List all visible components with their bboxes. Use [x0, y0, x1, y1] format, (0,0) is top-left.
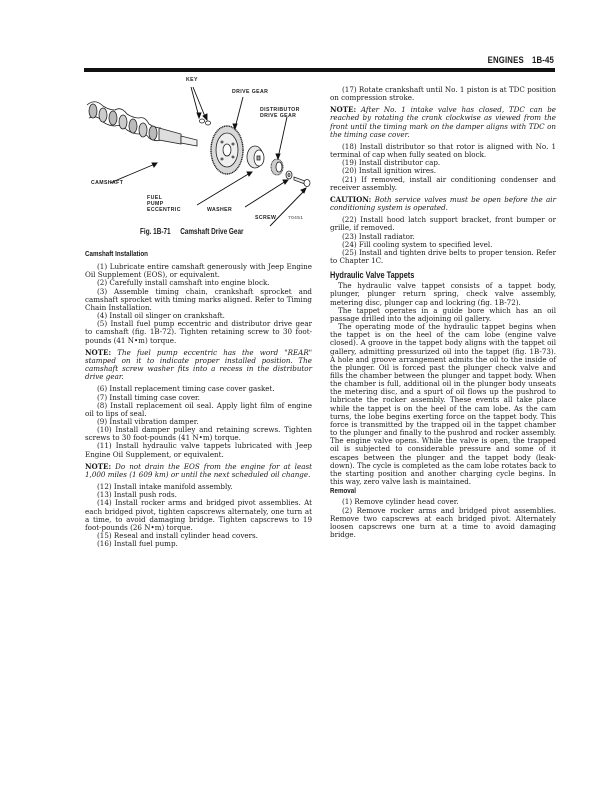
- header-rule: [84, 68, 555, 72]
- fuel-pump-eccentric-drawing: [247, 146, 264, 168]
- heading-camshaft-installation: Camshaft Installation: [85, 249, 148, 258]
- heading-hydraulic-valve-tappets: Hydraulic Valve Tappets: [330, 270, 415, 281]
- note-eos: NOTE: Do not drain the EOS from the engine for at least 1,000 miles (1 609 km) or until the next scheduled oil change.: [85, 461, 312, 479]
- heading-removal: Removal: [330, 486, 356, 496]
- step-24: (24) Fill cooling system to specified level.: [342, 239, 493, 249]
- step-16: (16) Install fuel pump.: [97, 539, 178, 549]
- section-title: ENGINES: [487, 55, 524, 66]
- step-22: (22) Install hood latch support bracket, front bumper or grille, if removed.: [330, 215, 556, 233]
- label-screw: SCREW: [255, 215, 277, 221]
- figure-title: Camshaft Drive Gear: [180, 227, 244, 236]
- step-23: (23) Install radiator.: [342, 231, 415, 241]
- left-column: [85, 250, 312, 548]
- drive-gear-drawing: [211, 126, 243, 174]
- label-camshaft: CAMSHAFT: [91, 180, 124, 186]
- removal-step-2: (2) Remove rocker arms and bridged pivot assemblies. Remove two capscrews at each bridged pivot. Alternately loosen capscrews one turn at a time to avoid damaging bridge.: [330, 505, 556, 539]
- camshaft-exploded-illustration: [85, 77, 313, 228]
- tappets-paragraph-2: The tappet operates in a guide bore which has an oil passage drilled into the adjoining oil gallery.: [330, 305, 556, 323]
- step-4: (4) Install oil slinger on crankshaft.: [97, 311, 225, 321]
- page-number: 1B-45: [531, 55, 554, 66]
- label-key: KEY: [186, 77, 198, 83]
- step-7: (7) Install timing case cover.: [97, 392, 200, 402]
- tappets-paragraph-1: The hydraulic valve tappet consists of a tappet body, plunger, plunger return spring, check valve assembly, metering disc, plunger cap and lockring (fig. 1B-72).: [330, 281, 556, 307]
- key-2: [206, 121, 211, 125]
- tappets-paragraph-3: The operating mode of the hydraulic tappet begins when the tappet is on the heel of the cam lobe (engine valve closed). A groove in the tappet body aligns with the tappet oil gallery, admitting pressurized oil into the tappet (fig. 1B-73). A hole and groove arrangement admits the oil to the inside of the plunger. Oil is forced past the plunger check valve and fills the chamber between the plunger and tappet body. When the chamber is full, additional oil in the plunger body unseats the metering disc, and a spurt of oil flows up the pushrod to lubricate the rocker assembly. These events all take place while the tappet is on the heel of the cam lobe. As the cam turns, the lobe begins exerting force on the tappet body. This force is transmitted by the trapped oil in the tappet chamber to the plunger and finally to the pushrod and rocker assembly. The engine valve opens. While the valve is open, the trapped oil is subjected to considerable pressure and some of it escapes between the plunger and the tappet body (leak-down). The cycle is completed as the cam lobe rotates back to the starting position and another charging cycle begins. In this way, zero valve lash is maintained.: [330, 322, 556, 487]
- step-13: (13) Install push rods.: [97, 490, 177, 500]
- step-3: (3) Assemble timing chain, crankshaft sprocket and camshaft sprocket with timing marks aligned. Refer to Timing Chain Installation.: [85, 286, 312, 312]
- step-14: (14) Install rocker arms and bridged pivot assemblies. At each bridged pivot, tighten capscrews alternately, one turn at a time, to avoid damaging bridge. Tighten capscrews to 19 foot-pounds (26 N•m) torque.: [85, 498, 312, 532]
- page-header: [488, 55, 554, 66]
- step-6: (6) Install replacement timing case cover gasket.: [97, 384, 275, 394]
- figure-code: 70451: [288, 216, 304, 221]
- step-8: (8) Install replacement oil seal. Apply light film of engine oil to lips of seal.: [85, 400, 312, 418]
- right-column: [330, 86, 556, 539]
- removal-step-1: (1) Remove cylinder head cover.: [342, 497, 459, 507]
- step-21: (21) If removed, install air conditioning condenser and receiver assembly.: [330, 174, 556, 192]
- camshaft-drawing: [87, 102, 197, 146]
- label-distributor-drive-gear: DISTRIBUTOR DRIVE GEAR: [260, 107, 300, 119]
- washer-drawing: [286, 171, 292, 179]
- figure-number: Fig. 1B-71: [140, 227, 171, 236]
- step-19: (19) Install distributor cap.: [342, 158, 441, 168]
- step-18: (18) Install distributor so that rotor is aligned with No. 1 terminal of cap when fully seated on block.: [330, 141, 556, 160]
- figure-caption: [140, 227, 244, 236]
- screw-drawing: [294, 177, 310, 187]
- step-10: (10) Install damper pulley and retaining screws. Tighten screws to 30 foot-pounds (41 N•m) torque.: [85, 425, 312, 443]
- step-17: (17) Rotate crankshaft until No. 1 piston is at TDC position on compression stroke.: [330, 85, 556, 103]
- note-fuel-pump-eccentric: NOTE: The fuel pump eccentric has the word "REAR" stamped on it to indicate proper installed position. The camshaft screw washer fits into a recess in the distributor drive gear.: [85, 347, 312, 382]
- step-15: (15) Reseal and install cylinder head covers.: [97, 531, 258, 540]
- step-2: (2) Carefully install camshaft into engine block.: [97, 278, 270, 288]
- figure-camshaft-drive-gear: [85, 77, 313, 228]
- label-drive-gear: DRIVE GEAR: [232, 89, 269, 95]
- step-1: (1) Lubricate entire camshaft generously with Jeep Engine Oil Supplement (EOS), or equivalent.: [85, 262, 312, 280]
- step-5: (5) Install fuel pump eccentric and distributor drive gear to camshaft (fig. 1B-72). Tighten retaining screw to 30 foot-pounds (41 N•m) torque.: [85, 319, 312, 345]
- step-20: (20) Install ignition wires.: [342, 166, 437, 176]
- caution-service-valves: CAUTION: Both service valves must be open before the air conditioning system is operated.: [330, 194, 556, 213]
- note-tdc: NOTE: After No. 1 intake valve has closed, TDC can be reached by rotating the crank clockwise as viewed from the front until the timing mark on the damper aligns with TDC on the timing case cover.: [330, 105, 556, 139]
- step-12: (12) Install intake manifold assembly.: [97, 482, 233, 492]
- step-11: (11) Install hydraulic valve tappets lubricated with Jeep Engine Oil Supplement, or equivalent.: [85, 441, 312, 459]
- step-25: (25) Install and tighten drive belts to proper tension. Refer to Chapter 1C.: [330, 247, 556, 265]
- key-1: [200, 119, 205, 123]
- step-9: (9) Install vibration damper.: [97, 416, 199, 426]
- distributor-drive-gear-drawing: [271, 159, 283, 175]
- label-fuel-pump-eccentric: FUEL PUMP ECCENTRIC: [147, 195, 181, 213]
- label-washer: WASHER: [207, 207, 233, 213]
